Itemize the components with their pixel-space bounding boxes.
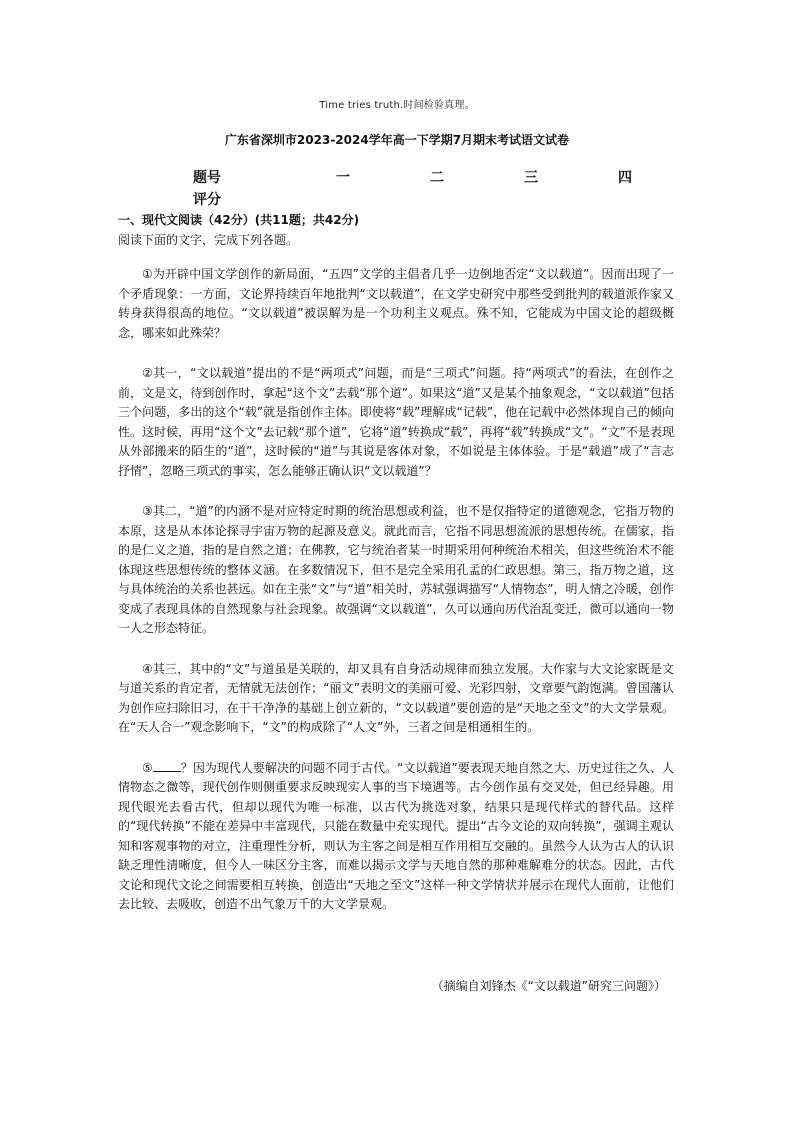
section-instruction: 阅读下面的文字，完成下列各题。 [118,233,299,247]
score-table-header-row [193,167,663,189]
score-table-score-row [193,189,663,211]
score-table [193,167,663,211]
paragraph-1: ①为开辟中国文学创作的新局面，“五四”文学的主倡者几乎一边倒地否定“文以载道”。因而出现了一个矛盾现象：一方面，文论界持续百年地批判“文以载道”，在文学史研究中那些受到批判的载道派作家又转身获得很高的地位。“文以载道”被误解为是一个功利主义观点。殊不知，它能成为中国文论的超级概念，哪来如此殊荣？ [118,267,674,340]
paragraph-2: ②其一，“文以载道”提出的不是“两项式”问题，而是“三项式”问题。持“两项式”的看法，在创作之前，文是文，待到创作时，拿起“这个文”去载“那个道”。如果这“道”又是某个抽象观念，“文以载道”包括三个问题，多出的这个“载”就是指创作主体。即使将“载”理解成“记载”，他在记载中必然体现自己的倾向性。这时候，再用“这个文”去记载“那个道”，它将“道”转换成“载”，再将“载”转换成“文”。“文”不是表现从外部搬来的陌生的“道”，这时候的“道”与其说是客体对象，不如说是主体体验。于是“载道”成了“言志抒情”，忽略三项式的事实，怎么能够正确认识“文以载道”？ [118,366,674,478]
score-table-col-2: 二 [430,170,444,186]
score-table-col-4: 四 [618,170,632,186]
score-table-row-label: 题号 [193,170,221,186]
section-heading: 一、现代文阅读（42分）(共11题；共42分) [118,213,360,227]
paragraph-3: ③其二，“道”的内涵不是对应特定时期的统治思想或利益，也不是仅指特定的道德观念，它指万物的本原，这是从本体论探寻宇宙万物的起源及意义。就此而言，它指不同思想流派的思想传统。在儒家，指的是仁义之道，指的是自然之道；在佛教，它与统治者某一时期采用何种统治术相关，但这些统治术不能体现这些思想传统的整体义涵。在多数情况下，但不是完全采用孔孟的仁政思想。第三，指万物之道，这与具体统治的关系也甚远。如在主张“文”与“道”相关时，苏轼强调描写“人情物态”，明人情之冷暖，创作变成了表现具体的自然现象与社会现象。故强调“文以载道”，久可以通向历代治乱变迁，微可以通向一物一人之形态特征。 [118,504,674,635]
score-table-col-1: 一 [336,170,350,186]
paragraph-5-number: ⑤ [142,760,153,775]
score-table-score-label: 评分 [193,192,221,208]
source-citation: （摘编自刘锋杰《“文以载道”研究三问题》） [431,979,666,993]
header-motto: Time tries truth.时间检验真理。 [319,100,475,111]
paragraph-4: ④其三，其中的“文”与道虽是关联的，却又具有自身活动规律而独立发展。大作家与大文论家既是文与道关系的肯定者，无情就无法创作；“丽文”表明文的美丽可爱、光彩四射，文章要气韵饱满。曾国藩认为创作应扫除旧习，在干干净净的基础上创立新的，“文以载道”要创造的是“天地之至文”的大文学景观。在“天人合一”观念影响下，“文”的构成除了“人文”外，三者之间是相通相生的。 [118,661,674,734]
paragraph-5-text: ？因为现代人要解决的问题不同于古代。“文以载道”要表现天地自然之大、历史过往之久、人情物态之微等，现代创作则侧重要求反映现实人事的当下境遇等。古今创作虽有交叉处，但已经异趣。用现代眼光去看古代，但却以现代为唯一标准，以古代为挑选对象，结果只是现代样式的替代品。这样的“现代转换”不能在差异中丰富现代，只能在数量中充实现代。提出“古今文论的双向转换”，强调主观认知和客观事物的对立，注重理性分析，则认为主客之间是相互作用相互交融的。虽然今人认为古人的认识缺乏理性清晰度，但今人一味区分主客，而难以揭示文学与天地自然的那种难解难分的状态。因此，古代文论和现代文论之间需要相互转换，创造出“天地之至文”这样一种文学情状并展示在现代人面前，让他们去比较、去吸收，创造不出气象万千的大文学景观。 [118,760,674,911]
fill-blank[interactable] [153,759,181,772]
passage [118,265,674,936]
paragraph-5 [118,759,674,915]
exam-title: 广东省深圳市2023-2024学年高一下学期7月期末考试语文试卷 [224,133,570,147]
score-table-col-3: 三 [524,170,538,186]
